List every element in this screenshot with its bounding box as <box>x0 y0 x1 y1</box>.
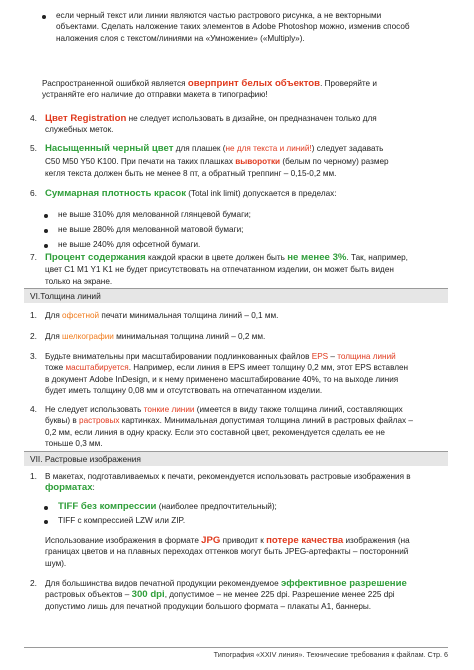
line: . Так, например, <box>346 253 408 262</box>
item-number: 4. <box>30 404 37 414</box>
highlight: толщина линий <box>337 352 396 361</box>
item-resolution <box>45 578 407 612</box>
line: Для <box>45 332 63 341</box>
line: приводит к <box>220 536 267 545</box>
list-item <box>58 501 277 512</box>
bullet <box>44 229 48 233</box>
item-rich-black <box>45 143 389 181</box>
highlight: не для текста и линий! <box>225 144 312 153</box>
line: только на экране. <box>45 277 113 286</box>
line: Будьте внимательны при масштабировании подлинкованных файлов <box>45 352 312 361</box>
list-item <box>58 515 185 526</box>
line: 0,2 мм, если линия в одну краску. Если это составной цвет, рекомендуется сделать ее не <box>45 427 385 437</box>
line: – <box>328 352 338 361</box>
line: минимальная толщина линий – 0,2 мм. <box>113 332 266 341</box>
line: тоже <box>45 363 66 373</box>
item-thin-lines <box>45 404 413 450</box>
line: не следует использовать в дизайне, он предназначен только для <box>126 114 377 123</box>
line: буквы) в <box>45 416 80 426</box>
paragraph-overprint-warning <box>42 78 377 101</box>
bullet <box>44 506 48 510</box>
bullet <box>44 244 48 248</box>
item-silkscreen-lines <box>45 331 265 342</box>
bullet <box>44 214 48 218</box>
highlight: Цвет Registration <box>45 113 127 124</box>
item-total-ink <box>45 188 337 199</box>
item-number: 2. <box>30 578 37 588</box>
item-number: 2. <box>30 331 37 341</box>
highlight: масштабируется <box>65 363 129 373</box>
section-title: VI.Толщина линий <box>24 289 448 303</box>
page-footer: Типография «XXIV линия». Технические требования к файлам. Стр. 6 <box>213 650 448 659</box>
line: границах цветов и на плавных переходах оттенков могут быть JPEG-артефакты – посторонний <box>45 547 409 557</box>
highlight: JPG <box>201 535 221 546</box>
line: растровых объектов – <box>45 590 132 600</box>
highlight: Насыщенный черный цвет <box>45 143 174 154</box>
line: : <box>92 483 95 493</box>
item-number: 3. <box>30 351 37 361</box>
footer-divider <box>24 647 448 648</box>
highlight: потере качества <box>266 535 344 546</box>
line: Для <box>45 311 63 320</box>
highlight: не менее 3% <box>287 252 347 263</box>
line: кегля текста должен быть не менее 8 пт, а обратный треппинг – 0,15-0,2 мм. <box>45 169 337 179</box>
line: ) следует задавать <box>311 144 384 153</box>
highlight: оверпринт белых объектов <box>187 78 321 89</box>
highlight: тонкие линии <box>143 405 195 414</box>
paragraph-multiply-note <box>56 10 410 44</box>
item-number: 1. <box>30 471 37 481</box>
item-number: 1. <box>30 310 37 320</box>
line: C50 M50 Y50 K100. При печати на таких плашках <box>45 156 236 166</box>
line: в документ Adobe InDesign, и к нему применено масштабирование 40%, то на выходе линия <box>45 374 399 384</box>
item-number: 6. <box>30 188 37 198</box>
bullet <box>42 15 46 19</box>
highlight: Процент содержания <box>45 252 146 263</box>
item-ink-percent <box>45 252 408 288</box>
line: будет иметь толщину 0,08 мм и отсутствовать на отпечатанном изделии. <box>45 386 323 396</box>
item-number: 5. <box>30 143 37 153</box>
item-eps-scaling <box>45 351 408 397</box>
line: Для большинства видов печатной продукции рекомендуемое <box>45 579 281 588</box>
highlight: эффективное разрешение <box>280 578 407 589</box>
line: картинках. Минимальная допустимая толщина линий в растровых файлах – <box>119 416 413 426</box>
section-title: VII. Растровые изображения <box>24 452 448 466</box>
line: Распространенной ошибкой является <box>42 79 188 88</box>
line: TIFF с компрессией LZW или ZIP <box>58 516 183 525</box>
item-number: 7. <box>30 252 37 262</box>
highlight: растровых <box>79 416 120 426</box>
line: каждой краски в цвете должен быть <box>145 253 288 262</box>
line: . <box>182 516 186 525</box>
item-registration <box>45 113 377 136</box>
highlight: офсетной <box>62 311 100 320</box>
item-raster-formats <box>45 471 411 494</box>
line: если черный текст или линии являются частью растрового рисунка, а не векторными <box>56 11 382 20</box>
item-offset-lines <box>45 310 278 321</box>
line: печати минимальная толщина линий – 0,1 мм. <box>99 311 279 320</box>
line: устраняйте его наличие до отправки макета в типографию! <box>42 90 268 100</box>
line: допустимо лишь для печатной продукции большого формата – плакаты А1, баннеры. <box>45 601 372 611</box>
line: (белым по черному) размер <box>280 156 389 166</box>
line: наложения слоя с текстом/линиями на «Умножение» («Multiply»). <box>56 33 305 43</box>
bullet <box>44 520 48 524</box>
highlight: TIFF без компрессии <box>58 501 157 512</box>
list-item: не выше 280% для мелованной матовой бумаги; <box>58 225 244 234</box>
line: изображения (на <box>343 536 410 545</box>
paragraph-jpg-warning <box>45 535 410 569</box>
line: (Total ink limit) допускается в пределах: <box>186 189 337 198</box>
list-item: не выше 310% для мелованной глянцевой бумаги; <box>58 210 251 219</box>
line: Не следует использовать <box>45 405 144 414</box>
line: цвет C1 M1 Y1 K1 не будет присутствовать на отпечатанном изделии, он может быть виден <box>45 265 394 274</box>
line: тоньше 0,3 мм. <box>45 439 103 449</box>
highlight: EPS <box>311 352 329 361</box>
line: объектами. Сделать наложение таких элементов в Adobe Photoshop можно, изменив способ <box>56 22 410 32</box>
list-item: не выше 240% для офсетной бумаги. <box>58 240 201 249</box>
highlight: Суммарная плотность красок <box>45 188 186 199</box>
line: (наиболее предпочтительный); <box>156 502 277 511</box>
line: для плашек ( <box>173 144 226 153</box>
line: . Проверяйте и <box>320 79 377 88</box>
line: , допустимое – не менее 225 dpi. Разрешение менее 225 dpi <box>164 590 395 600</box>
highlight: форматах <box>45 482 93 494</box>
line: (имеется в виду также толщина линий, составляющих <box>194 405 403 414</box>
line: шум). <box>45 558 67 568</box>
item-number: 4. <box>30 113 37 123</box>
highlight: 300 dpi <box>131 589 165 601</box>
line: Использование изображения в формате <box>45 536 202 545</box>
line: служебных меток. <box>45 125 114 135</box>
line: . Например, если линия в EPS имеет толщину 0,2 мм, этот EPS вставлен <box>128 363 409 373</box>
highlight: шелкографии <box>62 332 114 341</box>
highlight: выворотки <box>235 156 281 166</box>
line: В макетах, подготавливаемых к печати, рекомендуется использовать растровые изображения в <box>45 472 411 481</box>
